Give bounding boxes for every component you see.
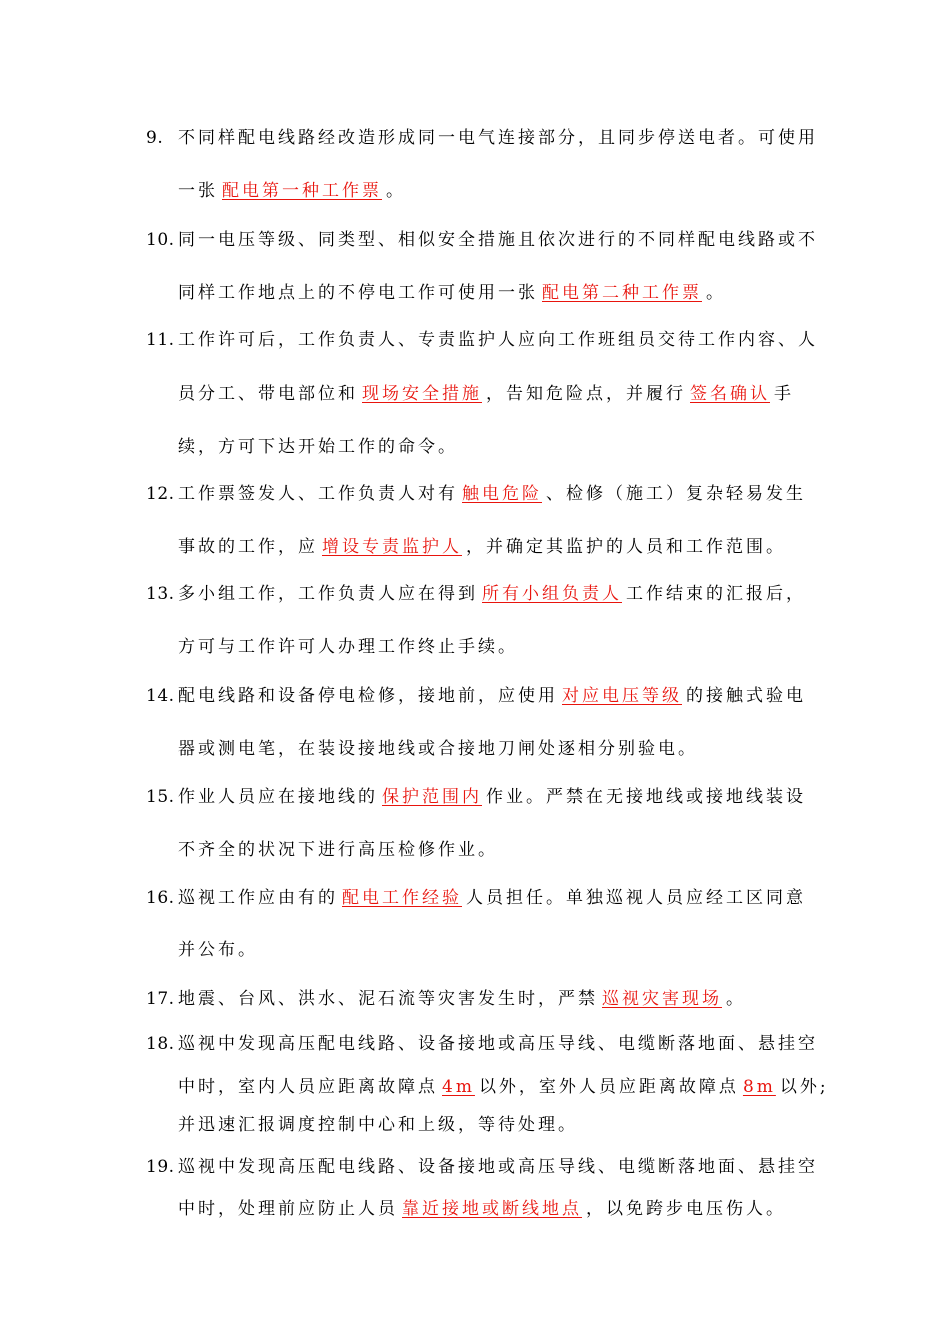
item-text: 员分工、带电部位和 现场安全措施 ，告知危险点，并履行 签名确认 手 <box>178 384 794 404</box>
item-text: 巡视中发现高压配电线路、设备接地或高压导线、电缆断落地面、悬挂空 <box>178 1157 818 1177</box>
item-text: 方可与工作许可人办理工作终止手续。 <box>178 637 518 657</box>
answer-blank: 巡视灾害现场 <box>602 989 722 1009</box>
item-text: 中时，处理前应防止人员 靠近接地或断线地点 ，以免跨步电压伤人。 <box>178 1199 786 1219</box>
answer-blank: 签名确认 <box>690 384 770 404</box>
answer-blank: 现场安全措施 <box>362 384 482 404</box>
item-text: 地震、台风、洪水、泥石流等灾害发生时，严禁 巡视灾害现场 。 <box>178 989 746 1009</box>
item-text: 巡视中发现高压配电线路、设备接地或高压导线、电缆断落地面、悬挂空 <box>178 1034 818 1054</box>
item-text: 工作票签发人、工作负责人对有 触电危险 、检修（施工）复杂轻易发生 <box>178 484 806 504</box>
item-text: 工作许可后，工作负责人、专责监护人应向工作班组员交待工作内容、人 <box>178 330 818 350</box>
item-text: 并迅速汇报调度控制中心和上级，等待处理。 <box>178 1115 578 1135</box>
item-text: 同一电压等级、同类型、相似安全措施且依次进行的不同样配电线路或不 <box>178 230 818 250</box>
item-text: 巡视工作应由有的 配电工作经验 人员担任。单独巡视人员应经工区同意 <box>178 888 806 908</box>
item-number: 14. <box>146 686 175 706</box>
item-number: 13. <box>146 584 175 604</box>
item-text: 同样工作地点上的不停电工作可使用一张 配电第二种工作票 。 <box>178 283 726 303</box>
item-text: 不齐全的状况下进行高压检修作业。 <box>178 840 498 860</box>
item-text: 一张 配电第一种工作票 。 <box>178 181 406 201</box>
answer-blank: 对应电压等级 <box>562 686 682 706</box>
answer-blank: 触电危险 <box>462 484 542 504</box>
answer-blank: 保护范围内 <box>382 787 482 807</box>
item-text: 中时，室内人员应距离故障点 4m 以外，室外人员应距离故障点 8m 以外; <box>178 1077 829 1097</box>
item-text: 不同样配电线路经改造形成同一电气连接部分，且同步停送电者。可使用 <box>178 128 818 148</box>
item-number: 10. <box>146 230 175 250</box>
item-number: 12. <box>146 484 175 504</box>
item-number: 18. <box>146 1034 175 1054</box>
item-text: 事故的工作，应 增设专责监护人 ，并确定其监护的人员和工作范围。 <box>178 537 786 557</box>
answer-blank: 8m <box>742 1077 776 1097</box>
answer-blank: 配电第二种工作票 <box>542 283 702 303</box>
answer-blank: 增设专责监护人 <box>322 537 462 557</box>
item-number: 16. <box>146 888 175 908</box>
item-number: 17. <box>146 989 175 1009</box>
item-text: 器或测电笔，在装设接地线或合接地刀闸处逐相分别验电。 <box>178 739 698 759</box>
item-text: 并公布。 <box>178 940 258 960</box>
item-text: 配电线路和设备停电检修，接地前，应使用 对应电压等级 的接触式验电 <box>178 686 806 706</box>
item-text: 作业人员应在接地线的 保护范围内 作业。严禁在无接地线或接地线装设 <box>178 787 806 807</box>
answer-blank: 4m <box>442 1077 475 1097</box>
item-number: 11. <box>146 330 175 350</box>
item-number: 9. <box>146 128 164 148</box>
item-number: 15. <box>146 787 175 807</box>
answer-blank: 所有小组负责人 <box>482 584 622 604</box>
item-text: 续，方可下达开始工作的命令。 <box>178 437 458 457</box>
item-text: 多小组工作，工作负责人应在得到 所有小组负责人 工作结束的汇报后， <box>178 584 806 604</box>
answer-blank: 靠近接地或断线地点 <box>402 1199 582 1219</box>
answer-blank: 配电工作经验 <box>342 888 462 908</box>
item-number: 19. <box>146 1157 175 1177</box>
answer-blank: 配电第一种工作票 <box>222 181 382 201</box>
